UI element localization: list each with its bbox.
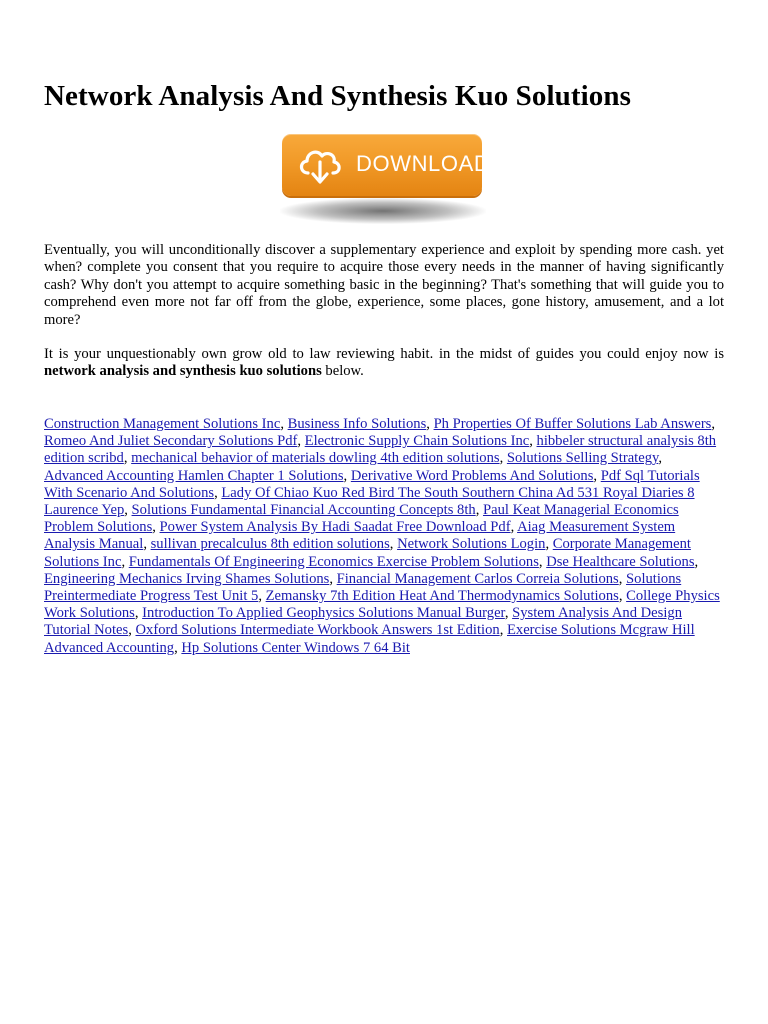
second-paragraph	[44, 346, 724, 381]
related-link[interactable]: Pdf Sql Tutorials With Scenario And Solutions	[44, 467, 700, 501]
bold-book-title: network analysis and synthesis kuo solutions	[44, 363, 322, 380]
related-link[interactable]: Zemansky 7th Edition Heat And Thermodynamics Solutions	[265, 588, 619, 605]
intro-paragraph: Eventually, you will unconditionally discover a supplementary experience and exploit by spending more cash. yet when? complete you consent that you require to acquire those every needs in the manner of having significantly cash? Why don't you attempt to acquire something basic in the beginning? That's something that will guide you to comprehend even more not far off from the globe, experience, some places, gone history, amusement, and a lot more?	[44, 242, 724, 328]
related-links: Construction Management Solutions Inc, Business Info Solutions, Ph Properties Of Buffer Solutions Lab Answers, Romeo And Juliet Secondary Solutions Pdf, Electronic Supply Chain Solutions Inc, hibbeler structural analysis 8th edition scribd, mechanical behavior of materials dowling 4th edition solutions, Solutions Selling Strategy, Advanced Accounting Hamlen Chapter 1 Solutions, Derivative Word Problems And Solutions, Pdf Sql Tutorials With Scenario And Solutions, Lady Of Chiao Kuo Red Bird The South Southern China Ad 531 Royal Diaries 8 Laurence Yep, Solutions Fundamental Financial Accounting Concepts 8th, Paul Keat Managerial Economics Problem Solutions, Power System Analysis By Hadi Saadat Free Download Pdf, Aiag Measurement System Analysis Manual, sullivan precalculus 8th edition solutions, Network Solutions Login, Corporate Management Solutions Inc, Fundamentals Of Engineering Economics Exercise Problem Solutions, Dse Healthcare Solutions, Engineering Mechanics Irving Shames Solutions, Financial Management Carlos Correia Solutions, Solutions Preintermediate Progress Test Unit 5, Zemansky 7th Edition Heat And Thermodynamics Solutions, College Physics Work Solutions, Introduction To Applied Geophysics Solutions Manual Burger, System Analysis And Design Tutorial Notes, Oxford Solutions Intermediate Workbook Answers 1st Edition, Exercise Solutions Mcgraw Hill Advanced Accounting, Hp Solutions Center Windows 7 64 Bit	[44, 416, 720, 656]
related-link[interactable]: Construction Management Solutions Inc	[44, 416, 281, 432]
related-link[interactable]: Lady Of Chiao Kuo Red Bird The South Southern China Ad 531 Royal Diaries 8 Laurence Yep	[44, 484, 695, 519]
related-link[interactable]: Solutions Preintermediate Progress Test Unit 5	[44, 570, 682, 605]
related-link[interactable]: Advanced Accounting Hamlen Chapter 1 Solutions	[44, 467, 344, 484]
related-link[interactable]: Paul Keat Managerial Economics Problem Solutions	[44, 502, 679, 536]
related-link[interactable]: Introduction To Applied Geophysics Solutions Manual Burger	[142, 605, 505, 622]
related-link[interactable]: Derivative Word Problems And Solutions	[350, 467, 594, 484]
related-link[interactable]: Fundamentals Of Engineering Economics Exercise Problem Solutions	[128, 553, 539, 570]
related-link[interactable]: Engineering Mechanics Irving Shames Solutions	[44, 570, 330, 587]
related-link[interactable]: Solutions Selling Strategy	[506, 450, 659, 467]
related-link[interactable]: hibbeler structural analysis 8th edition scribd	[44, 433, 717, 467]
related-link[interactable]: Romeo And Juliet Secondary Solutions Pdf	[44, 433, 298, 450]
related-link[interactable]: Network Solutions Login	[397, 536, 546, 553]
related-link[interactable]: Aiag Measurement System Analysis Manual	[44, 519, 676, 553]
related-link[interactable]: mechanical behavior of materials dowling 4th edition solutions	[131, 450, 500, 467]
related-link[interactable]: Corporate Management Solutions Inc	[44, 536, 691, 570]
related-link[interactable]: Financial Management Carlos Correia Solutions	[336, 570, 619, 587]
page-title: Network Analysis And Synthesis Kuo Solutions	[44, 80, 631, 112]
related-link[interactable]: sullivan precalculus 8th edition solutions	[150, 536, 390, 553]
paragraph-text: It is your unquestionably own grow old to law reviewing habit. in the midst of guides you could enjoy now is	[44, 346, 724, 362]
related-link[interactable]: System Analysis And Design Tutorial Notes	[44, 605, 682, 639]
download-banner	[272, 128, 496, 224]
button-shadow	[280, 198, 486, 224]
related-link[interactable]: Oxford Solutions Intermediate Workbook Answers 1st Edition	[135, 622, 500, 639]
cloud-download-icon	[296, 143, 344, 187]
related-link[interactable]: Solutions Fundamental Financial Accounting Concepts 8th	[131, 502, 476, 519]
paragraph-text-end: below.	[321, 363, 364, 380]
related-link[interactable]: Exercise Solutions Mcgraw Hill Advanced Accounting	[44, 622, 695, 656]
download-label: DOWNLOAD	[356, 151, 491, 176]
related-link[interactable]: Business Info Solutions	[287, 416, 427, 432]
related-link[interactable]: Electronic Supply Chain Solutions Inc	[304, 433, 530, 450]
related-link[interactable]: Dse Healthcare Solutions	[546, 553, 695, 570]
related-link[interactable]: Ph Properties Of Buffer Solutions Lab Answers	[433, 416, 712, 432]
related-link[interactable]: Power System Analysis By Hadi Saadat Free Download Pdf	[159, 519, 511, 536]
download-button[interactable]	[282, 134, 491, 196]
related-link[interactable]: College Physics Work Solutions	[44, 588, 720, 622]
related-link[interactable]: Hp Solutions Center Windows 7 64 Bit	[181, 639, 410, 656]
